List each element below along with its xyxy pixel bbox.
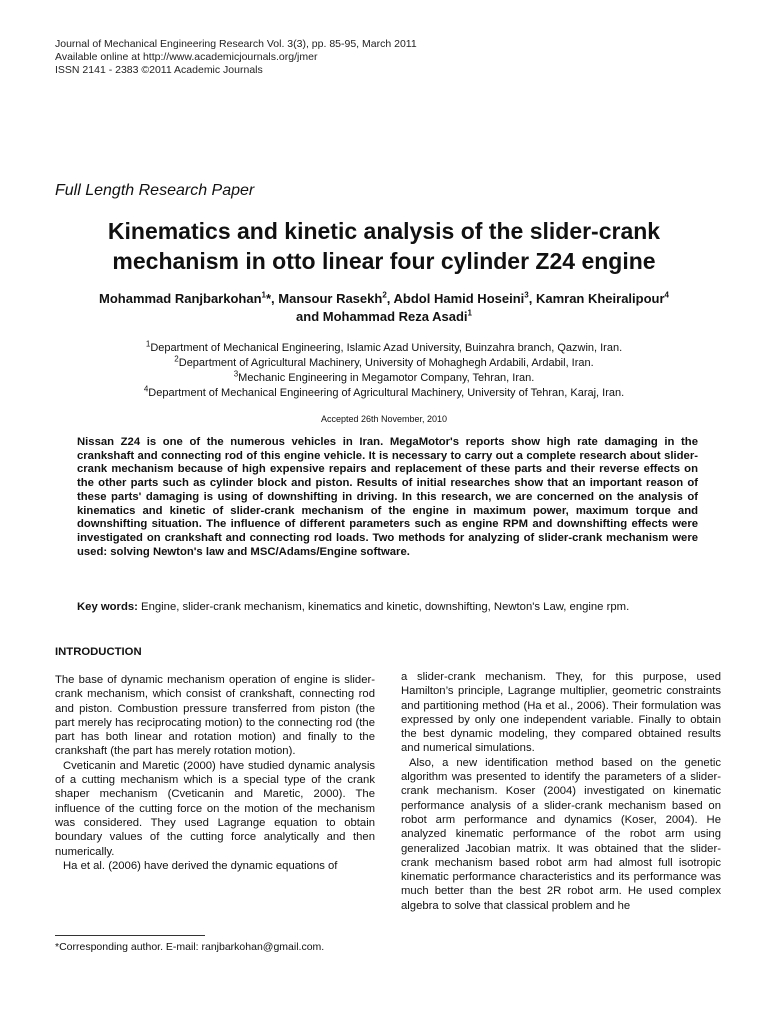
author-name: Mansour Rasekh: [278, 291, 383, 306]
author-affiliation-sup: 1: [467, 308, 472, 318]
affiliation-text: Department of Mechanical Engineering, Islamic Azad University, Buinzahra branch, Qazwin, Iran.: [150, 342, 623, 354]
accepted-date: Accepted 26th November, 2010: [320, 414, 448, 424]
author-separator: ,: [386, 291, 394, 306]
keywords-text: Engine, slider-crank mechanism, kinematics and kinetic, downshifting, Newton's Law, engine rpm.: [141, 601, 630, 613]
author-affiliation-sup: 4: [664, 290, 669, 300]
author-separator: ,: [271, 291, 279, 306]
corresponding-author-footnote: *Corresponding author. E-mail: ranjbarkohan@gmail.com.: [55, 941, 325, 953]
affiliation-item: [40, 356, 728, 371]
author-affiliation-sup: 2: [382, 290, 387, 300]
journal-citation: Journal of Mechanical Engineering Research Vol. 3(3), pp. 85-95, March 2011: [55, 38, 417, 50]
paragraph: a slider-crank mechanism. They, for this purpose, used Hamilton’s principle, Lagrange multiplier, geometric constraints and partitioning method (Ha et al., 2006). Their formulation was expressed by only one independent variable. Finally to obtain the best dynamic modeling, they compared obtained results and numerical simulations.: [401, 671, 721, 755]
paragraph: Cveticanin and Maretic (2000) have studied dynamic analysis of a cutting mechanism which is a special type of the crank shaper mechanism (Cveticanin and Maretic, 2000). The influence of the cutting force on the motion of the mechanism was considered. They used Lagrange equation to obtain boundary values of the cutting force analytically and then numerically.: [55, 759, 375, 858]
author-list: [40, 290, 728, 326]
keywords-label: Key words:: [77, 601, 138, 613]
corresponding-mark: *: [265, 291, 272, 306]
paper-title: [40, 216, 728, 276]
paper-type: Full Length Research Paper: [55, 182, 255, 199]
author-name: Mohammad Reza Asadi: [322, 309, 468, 324]
journal-header: [55, 38, 417, 77]
author-name: Abdol Hamid Hoseini: [393, 291, 525, 306]
affiliation-sup: 2: [174, 354, 179, 364]
abstract: Nissan Z24 is one of the numerous vehicles in Iran. MegaMotor's reports show high rate damaging in the crankshaft and connecting rod of this engine vehicle. It is necessary to carry out a complete research about slider-crank mechanism because of high expensive repairs and replacement of these parts and their reverse effects on the other parts such as cylinder block and piston. Results of initial researches show that an important reason of these parts' damaging is using of downshifting in driving. In this research, we are concerned on the analysis of kinematics and kinetic of slider-crank mechanism of the engine in maximum power, maximum torque and downshifting situation. The influence of different parameters such as engine RPM and downshifting effects were investigated on crankshaft and connecting rod loads. Two methods for analyzing of slider-crank mechanism were used: solving Newton's law and MSC/Adams/Engine software.: [77, 436, 698, 558]
paragraph: The base of dynamic mechanism operation of engine is slider-crank mechanism, which consist of crankshaft, connecting rod and piston. Combustion pressure transferred from piston (the part merely has reciprocating motion) to the connecting rod (the part has both linear and rotation motion) and finally to the crankshaft (the part has merely rotation motion).: [55, 674, 375, 758]
keywords: [77, 600, 717, 614]
journal-issn: ISSN 2141 - 2383 ©2011 Academic Journals: [55, 64, 263, 76]
authors-and: and: [296, 309, 320, 324]
author-affiliation-sup: 3: [524, 290, 529, 300]
author-affiliation-sup: 1: [261, 290, 266, 300]
affiliation-item: [40, 341, 728, 356]
section-heading-introduction: INTRODUCTION: [55, 646, 142, 658]
left-column: [55, 673, 375, 873]
author-line-1: [40, 290, 728, 308]
right-column: [401, 670, 721, 913]
affiliation-item: [40, 386, 728, 401]
title-line-2: mechanism in otto linear four cylinder Z24 engine: [112, 248, 656, 274]
title-line-1: Kinematics and kinetic analysis of the slider-crank: [107, 218, 661, 244]
affiliation-list: [40, 341, 728, 401]
affiliation-text: Department of Mechanical Engineering of Agricultural Machinery, University of Tehran, Karaj, Iran.: [148, 387, 625, 399]
affiliation-text: Mechanic Engineering in Megamotor Company, Tehran, Iran.: [238, 372, 535, 384]
paragraph: Also, a new identification method based on the genetic algorithm was presented to identify the parameters of a slider-crank mechanism. Koser (2004) investigated on kinematic performance analysis of a slider-crank mechanism based on robot arm performance and dynamics (Koser, 2004). He analyzed kinematic performance of the robot arm using generalized Jacobian matrix. It was obtained that the slider-crank mechanism based robot arm had almost full isotropic kinematic performance characteristics and its performance was much better than the best 2R robot arm. He used complex algebra to solve that classical problem and he: [401, 756, 721, 912]
author-separator: ,: [528, 291, 536, 306]
affiliation-sup: 4: [143, 384, 149, 394]
author-name: Mohammad Ranjbarkohan: [99, 291, 262, 306]
author-name: Kamran Kheiralipour: [535, 291, 665, 306]
affiliation-sup: 1: [145, 339, 151, 349]
affiliation-text: Department of Agricultural Machinery, University of Mohaghegh Ardabili, Ardabil, Iran.: [178, 357, 594, 369]
author-line-2: [40, 308, 728, 326]
paragraph: Ha et al. (2006) have derived the dynamic equations of: [63, 859, 338, 872]
journal-url: Available online at http://www.academicjournals.org/jmer: [55, 51, 318, 63]
footnote-divider: [55, 935, 205, 936]
affiliation-sup: 3: [233, 369, 239, 379]
